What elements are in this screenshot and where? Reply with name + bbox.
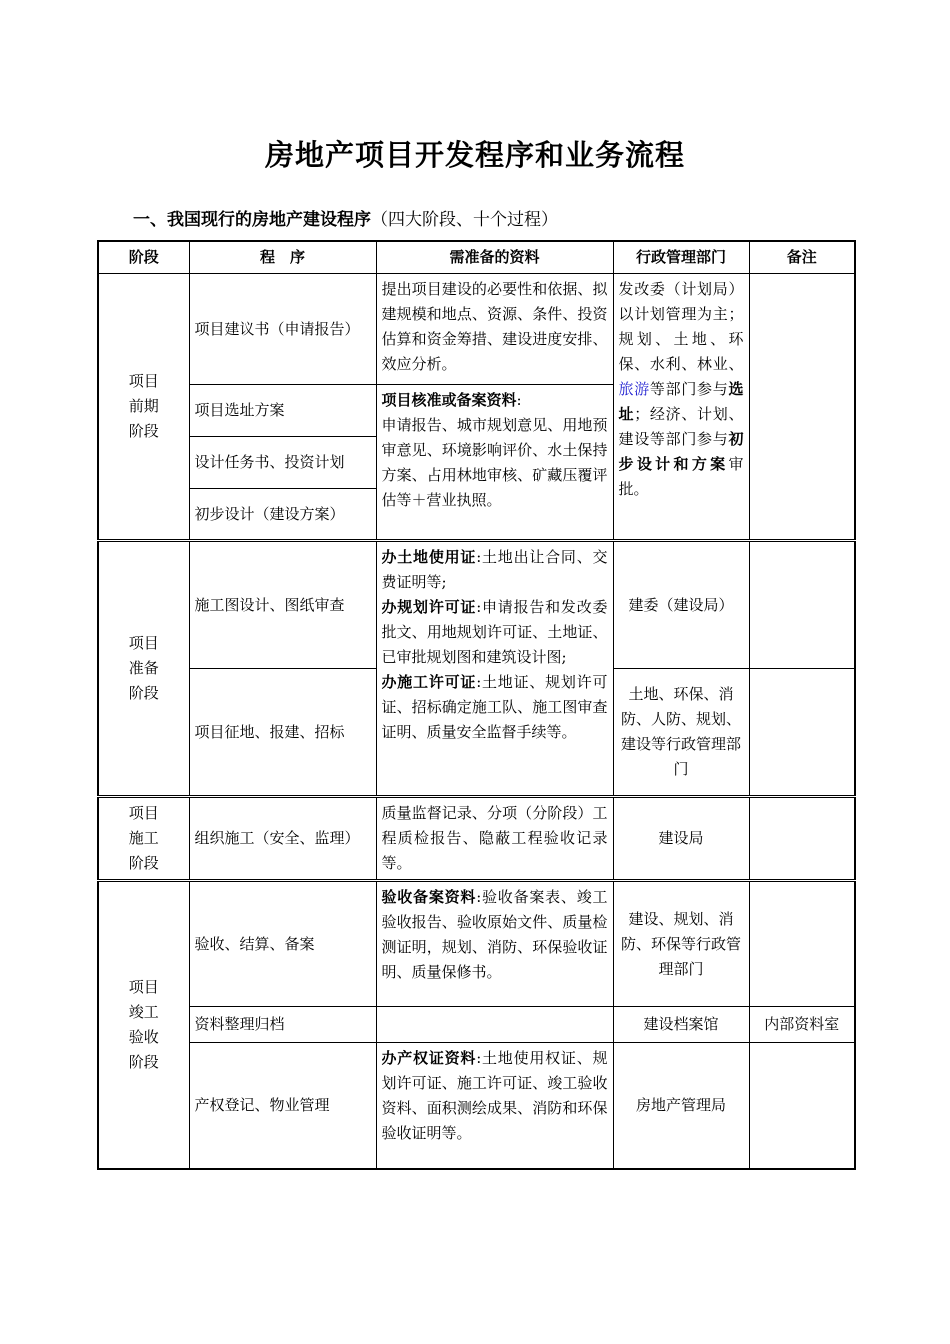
- procedure-cell: 验收、结算、备案: [189, 881, 376, 1007]
- procedure-cell: 初步设计（建设方案）: [189, 489, 376, 541]
- stage-cell: [98, 797, 189, 881]
- department-cell: 建设、规划、消防、环保等行政管理部门: [613, 881, 749, 1007]
- table-row: [98, 797, 855, 881]
- materials-cell: [376, 881, 613, 1007]
- materials-text: 土地使用权证、规划许可证、施工许可证、竣工验收资料、面积测绘成果、消防和环保验收证明等。: [381, 1049, 608, 1142]
- header-procedure: 程 序: [189, 241, 376, 274]
- table-row: [98, 1007, 855, 1043]
- dept-text: 审批。: [618, 455, 744, 498]
- remarks-cell: [749, 881, 855, 1007]
- remarks-cell: 内部资料室: [749, 1007, 855, 1043]
- remarks-cell: [749, 541, 855, 669]
- materials-text: 申请报告、城市规划意见、用地预审意见、环境影响评价、水土保持方案、占用林地审核、矿藏压覆评估等＋营业执照。: [381, 416, 608, 509]
- materials-bold: 办土地使用证: [381, 548, 477, 566]
- stage-cell: [98, 881, 189, 1169]
- procedure-cell: 项目征地、报建、招标: [189, 669, 376, 797]
- dept-text: ；经济、计划、建设等部门参与: [618, 405, 744, 448]
- materials-cell: 质量监督记录、分项（分阶段）工程质检报告、隐蔽工程验收记录等。: [376, 797, 613, 881]
- table-row: [98, 881, 855, 1007]
- materials-text: 土地出让合同、交费证明等;: [381, 548, 608, 591]
- procedure-cell: 组织施工（安全、监理）: [189, 797, 376, 881]
- stage-label: 项目 准备 阶段: [128, 634, 159, 702]
- header-materials: 需准备的资料: [376, 241, 613, 274]
- stage-label: 项目 前期 阶段: [128, 372, 159, 440]
- materials-bold: 办施工许可证: [381, 673, 477, 691]
- department-cell: 土地、环保、消防、人防、规划、建设等行政管理部门: [613, 669, 749, 797]
- section-heading-bold: 一、我国现行的房地产建设程序: [133, 210, 371, 230]
- materials-bold: 验收备案资料: [381, 888, 477, 906]
- section-heading: [133, 205, 558, 230]
- header-row: [98, 241, 855, 274]
- table-row: [98, 541, 855, 669]
- dept-text-bold: 选址: [618, 380, 744, 423]
- materials-cell: [376, 385, 613, 541]
- materials-text: 土地证、规划许可证、招标确定施工队、施工图审查证明、质量安全监督手续等。: [381, 673, 608, 741]
- materials-bold: 项目核准或备案资料: [381, 391, 517, 409]
- materials-cell: [376, 541, 613, 797]
- materials-text: 验收备案表、竣工验收报告、验收原始文件、质量检测证明，规划、消防、环保验收证明、质量保修书。: [381, 888, 608, 981]
- department-cell: 建设档案馆: [613, 1007, 749, 1043]
- procedure-cell: 资料整理归档: [189, 1007, 376, 1043]
- materials-bold: 办产权证资料: [381, 1049, 477, 1067]
- stage-cell: [98, 274, 189, 541]
- colon: :: [476, 548, 482, 566]
- department-cell: [613, 274, 749, 541]
- header-department: 行政管理部门: [613, 241, 749, 274]
- table-row: [98, 274, 855, 385]
- department-cell: 房地产管理局: [613, 1043, 749, 1169]
- colon: :: [476, 598, 482, 616]
- department-cell: 建委（建设局）: [613, 541, 749, 669]
- materials-text: 申请报告和发改委批文、用地规划许可证、土地证、已审批规划图和建筑设计图;: [381, 598, 608, 666]
- colon: :: [476, 888, 482, 906]
- stage-label: 项目 施工 阶段: [128, 804, 159, 872]
- procedure-cell: 施工图设计、图纸审查: [189, 541, 376, 669]
- procedure-cell: 项目建议书（申请报告）: [189, 274, 376, 385]
- remarks-cell: [749, 669, 855, 797]
- procedure-cell: 产权登记、物业管理: [189, 1043, 376, 1169]
- remarks-cell: [749, 797, 855, 881]
- materials-cell: [376, 1043, 613, 1169]
- remarks-cell: [749, 274, 855, 541]
- procedure-cell: 项目选址方案: [189, 385, 376, 437]
- materials-cell: 提出项目建设的必要性和依据、拟建规模和地点、资源、条件、投资估算和资金筹措、建设进度安排、效应分析。: [376, 274, 613, 385]
- page-title: 房地产项目开发程序和业务流程: [264, 138, 685, 172]
- dept-text: 等部门参与: [649, 380, 729, 398]
- colon: :: [476, 673, 482, 691]
- table-row: [98, 1043, 855, 1169]
- stage-label: 项目 竣工 验收 阶段: [128, 977, 159, 1071]
- department-cell: 建设局: [613, 797, 749, 881]
- stage-cell: [98, 541, 189, 797]
- dept-text-bold: 初步设计和方案: [618, 430, 744, 473]
- dept-text: 发改委（计划局）以计划管理为主；规划、土地、环保、水利、林业、: [618, 280, 744, 373]
- materials-cell: [376, 1007, 613, 1043]
- remarks-cell: [749, 1043, 855, 1169]
- materials-bold: 办规划许可证: [381, 598, 477, 616]
- dept-text-blue: 旅游: [618, 380, 650, 398]
- procedure-cell: 设计任务书、投资计划: [189, 437, 376, 489]
- section-heading-note: （四大阶段、十个过程）: [371, 210, 558, 230]
- colon: :: [516, 391, 522, 409]
- header-stage: 阶段: [98, 241, 189, 274]
- colon: :: [476, 1049, 482, 1067]
- process-table: [97, 240, 856, 1170]
- header-remarks: 备注: [749, 241, 855, 274]
